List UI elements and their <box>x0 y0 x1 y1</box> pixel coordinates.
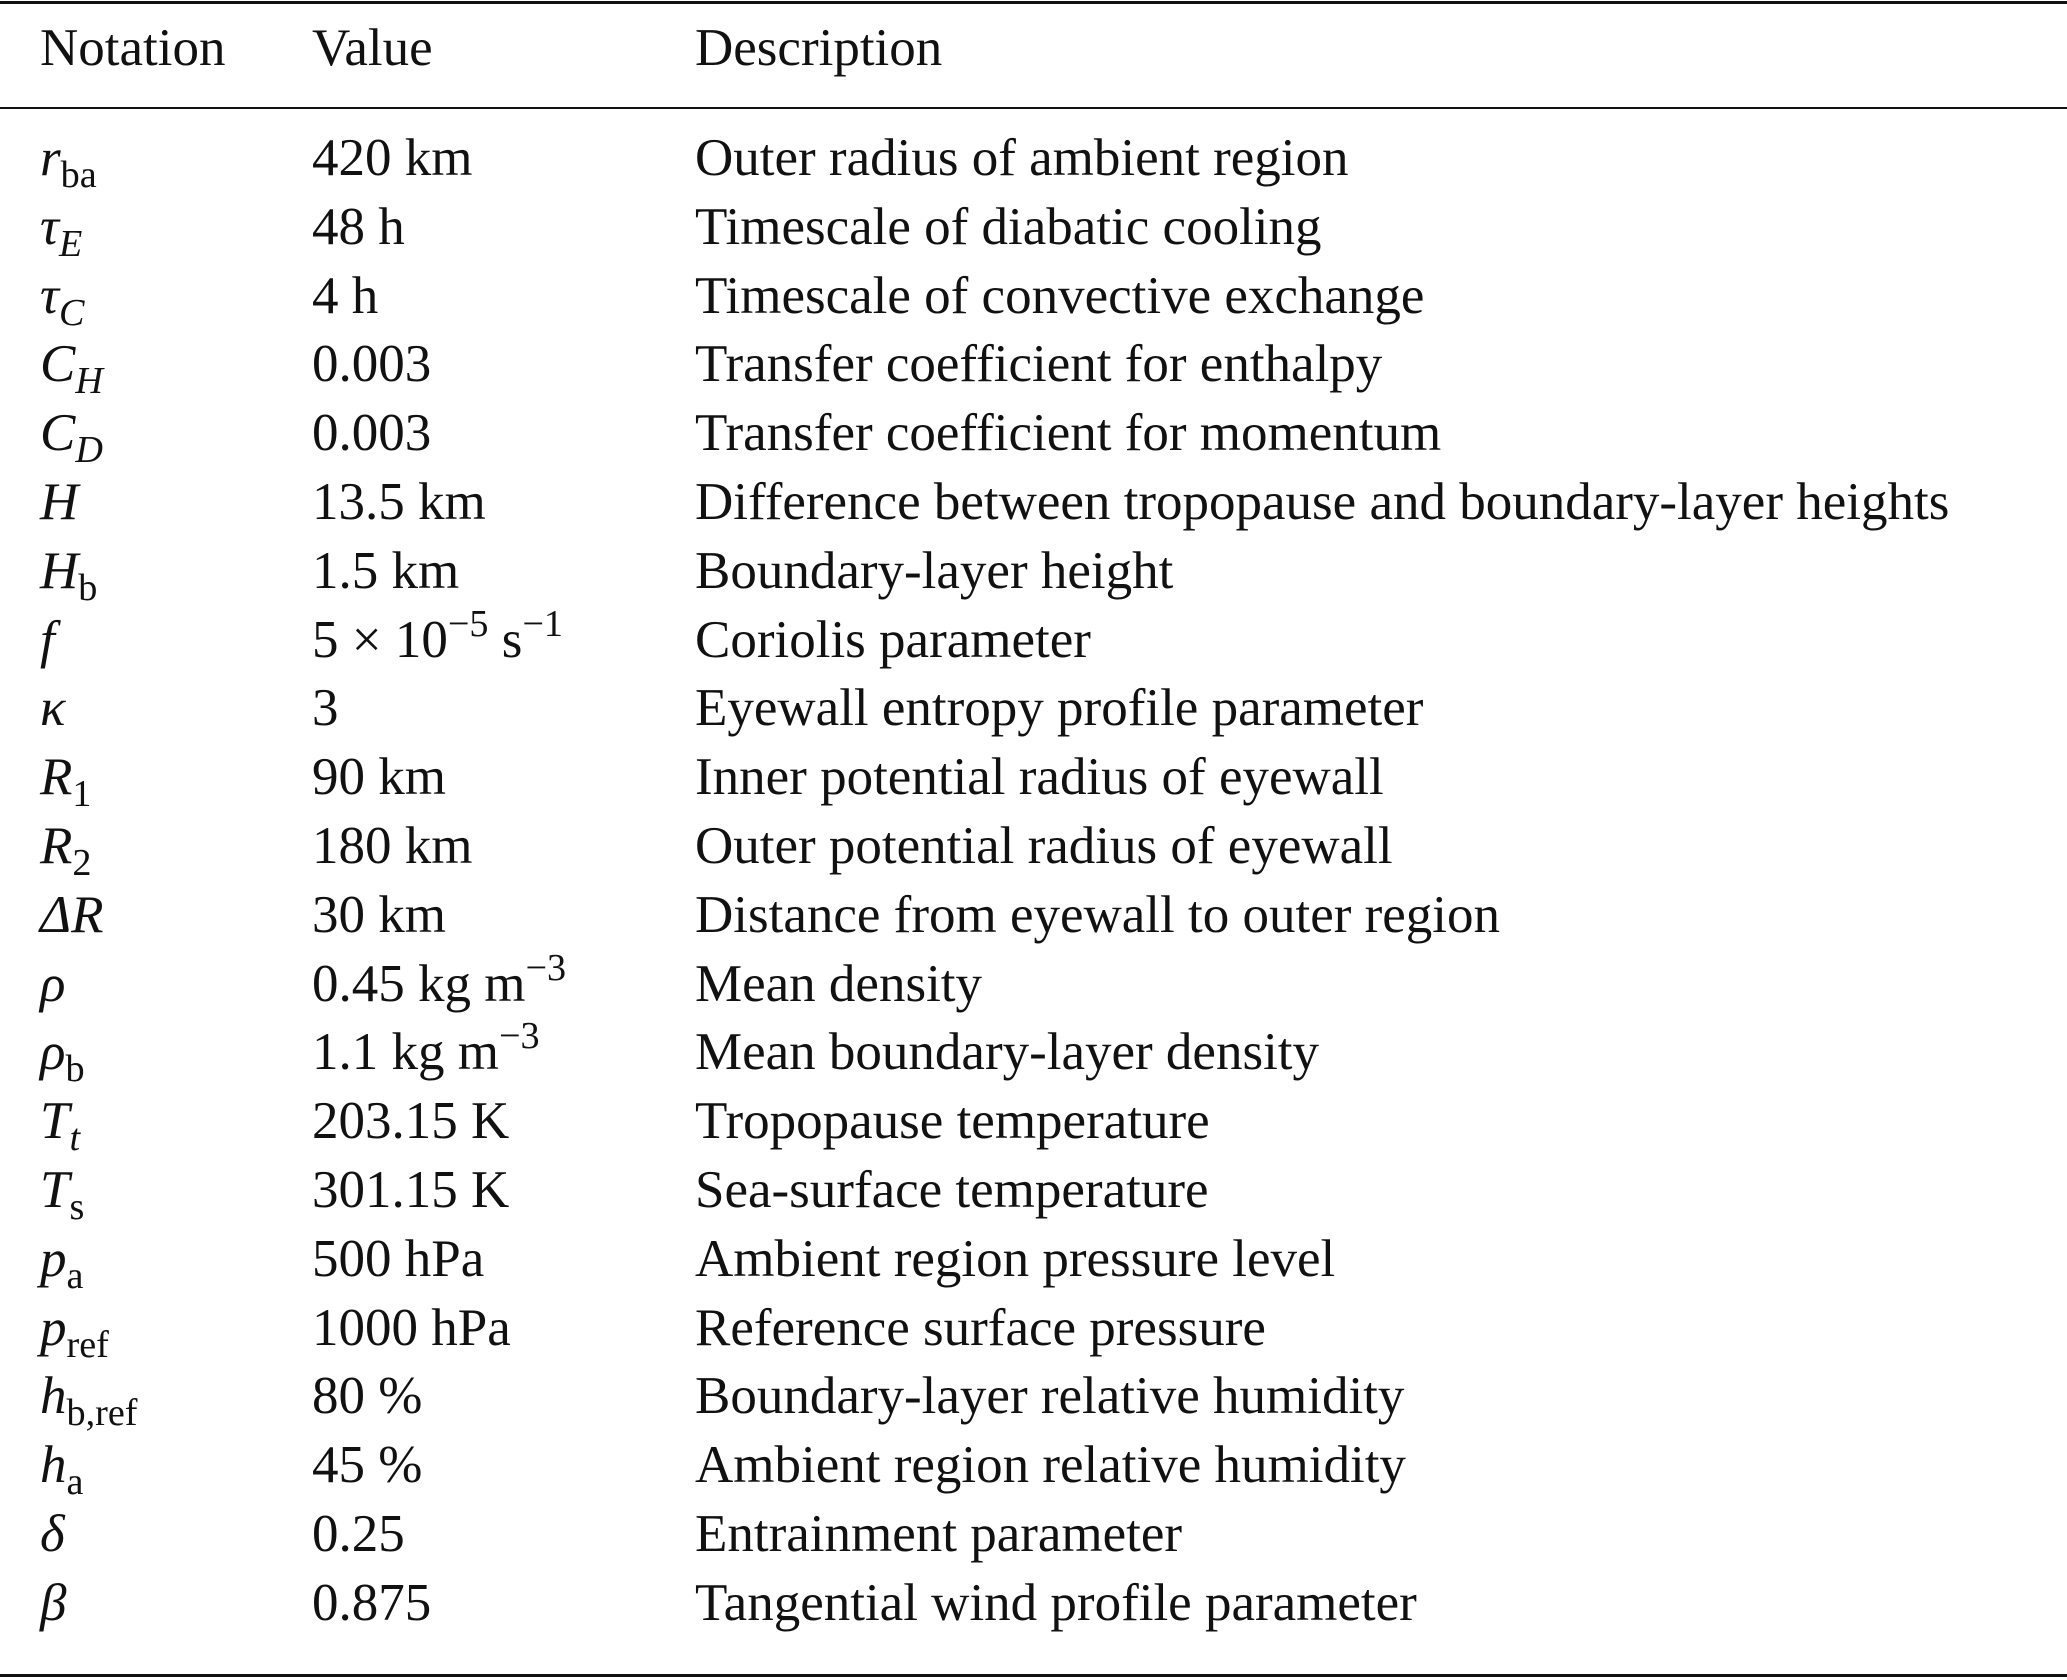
notation-subscript: s <box>69 1186 85 1229</box>
notation-symbol: ρ <box>40 954 66 1013</box>
bottom-rule <box>0 1674 2067 1677</box>
description-cell: Timescale of convective exchange <box>695 266 1425 325</box>
table-row <box>0 537 2067 609</box>
notation-symbol: ρ <box>40 1023 66 1082</box>
description-cell: Ambient region relative humidity <box>695 1436 1406 1495</box>
value-cell <box>312 602 563 675</box>
description-cell: Tangential wind profile parameter <box>695 1573 1417 1632</box>
table-row <box>0 262 2067 334</box>
notation-cell <box>40 743 92 816</box>
table-row <box>0 1015 2067 1091</box>
value-text: 0.875 <box>312 1573 432 1632</box>
notation-symbol: p <box>40 1298 67 1357</box>
notation-symbol: T <box>40 1161 70 1219</box>
notation-symbol: T <box>40 1092 70 1151</box>
value-text: 203.15 K <box>312 1092 510 1151</box>
value-cell <box>312 468 486 537</box>
notation-subscript: 2 <box>72 842 92 885</box>
table-row <box>0 1156 2067 1229</box>
description-cell: Outer radius of ambient region <box>695 129 1349 187</box>
notation-cell <box>40 330 103 403</box>
value-cell <box>312 1431 422 1500</box>
notation-cell <box>40 1018 85 1091</box>
description-cell: Inner potential radius of eyewall <box>695 748 1384 807</box>
description-cell: Mean density <box>695 954 983 1013</box>
notation-symbol: r <box>40 129 61 187</box>
value-cell <box>312 262 378 331</box>
value-exponent: −5 <box>447 602 489 645</box>
value-text: 301.15 K <box>312 1161 510 1219</box>
description-cell: Ambient region pressure level <box>695 1229 1336 1288</box>
value-exponent: −3 <box>525 946 567 989</box>
value-text: 180 km <box>312 817 473 875</box>
notation-subscript: a <box>66 1255 84 1297</box>
value-text: 0.45 kg m <box>312 954 526 1013</box>
table-row <box>0 1087 2067 1160</box>
table-row <box>0 812 2067 885</box>
notation-symbol: C <box>40 404 76 463</box>
table-row <box>0 881 2067 950</box>
value-text: 48 h <box>312 197 405 256</box>
notation-symbol: H <box>40 541 79 600</box>
value-text: 500 hPa <box>312 1229 485 1288</box>
table-row <box>0 602 2067 675</box>
notation-cell <box>40 124 97 197</box>
notation-cell <box>40 881 103 950</box>
notation-symbol: τ <box>40 266 59 325</box>
value-cell <box>312 399 431 468</box>
description-cell: Boundary-layer height <box>695 541 1174 600</box>
description-cell: Sea-surface temperature <box>695 1161 1209 1219</box>
header-notation: Notation <box>40 19 226 77</box>
value-exponent: −3 <box>498 1015 540 1058</box>
description-cell: Transfer coefficient for momentum <box>695 404 1442 463</box>
notation-subscript: t <box>69 1117 81 1160</box>
value-cell <box>312 1500 405 1569</box>
notation-subscript: b <box>78 567 98 609</box>
table-row <box>0 674 2067 743</box>
value-text: 420 km <box>312 129 473 187</box>
description-cell: Eyewall entropy profile parameter <box>695 679 1424 738</box>
notation-cell <box>40 399 103 472</box>
notation-subscript: ba <box>60 154 97 197</box>
value-cell <box>312 1015 540 1087</box>
notation-subscript: b,ref <box>66 1392 138 1435</box>
description-cell: Entrainment parameter <box>695 1505 1183 1563</box>
description-cell: Transfer coefficient for enthalpy <box>695 335 1383 394</box>
value-cell <box>312 1156 509 1225</box>
notation-cell <box>40 1087 81 1160</box>
description-cell: Tropopause temperature <box>695 1092 1210 1151</box>
table-row <box>0 743 2067 816</box>
notation-symbol: R <box>40 817 73 875</box>
table-row <box>0 946 2067 1019</box>
notation-symbol: κ <box>40 679 66 738</box>
notation-subscript: E <box>58 223 83 265</box>
value-text: 45 % <box>312 1436 423 1495</box>
notation-cell <box>40 1156 85 1229</box>
description-cell: Mean boundary-layer density <box>695 1023 1320 1082</box>
value-text: 1.5 km <box>312 541 460 600</box>
value-text: 80 % <box>312 1367 423 1426</box>
description-cell: Reference surface pressure <box>695 1298 1266 1357</box>
value-text: 4 h <box>312 266 379 325</box>
value-cell <box>312 1225 484 1294</box>
notation-cell <box>40 1362 138 1435</box>
value-text: 0.003 <box>312 404 432 463</box>
notation-subscript: ref <box>66 1323 109 1366</box>
table-row <box>0 1569 2067 1638</box>
notation-cell <box>40 1569 66 1638</box>
description-cell: Coriolis parameter <box>695 610 1091 669</box>
value-cell <box>312 330 431 399</box>
value-text: 3 <box>312 679 339 738</box>
value-text: 5 × 10 <box>312 610 448 669</box>
value-cell <box>312 743 446 812</box>
value-text: 1000 hPa <box>312 1298 511 1357</box>
header-rule <box>0 107 2067 109</box>
value-text: 0.003 <box>312 335 432 394</box>
table-row <box>0 1294 2067 1366</box>
description-cell: Difference between tropopause and boundary-layer heights <box>695 473 1950 531</box>
notation-subscript: a <box>66 1461 84 1504</box>
table-row <box>0 1225 2067 1297</box>
notation-cell <box>40 1431 84 1504</box>
description-cell: Timescale of diabatic cooling <box>695 197 1322 256</box>
notation-symbol: H <box>40 473 79 531</box>
value-cell <box>312 124 472 193</box>
notation-cell <box>40 537 98 609</box>
notation-symbol: R <box>40 748 73 807</box>
value-text: 13.5 km <box>312 473 486 531</box>
value-cell <box>312 812 472 881</box>
value-cell <box>312 674 339 743</box>
top-rule <box>0 1 2067 4</box>
notation-symbol: h <box>40 1367 67 1426</box>
header-description: Description <box>695 19 943 77</box>
notation-cell <box>40 262 85 334</box>
table-row <box>0 1431 2067 1504</box>
notation-subscript: D <box>75 429 103 472</box>
description-cell: Distance from eyewall to outer region <box>695 885 1501 944</box>
description-cell: Outer potential radius of eyewall <box>695 817 1393 875</box>
value-text: 0.25 <box>312 1505 405 1563</box>
notation-cell <box>40 193 83 265</box>
notation-symbol: δ <box>40 1505 65 1563</box>
value-text: 1.1 kg m <box>312 1023 499 1082</box>
notation-subscript: C <box>58 291 85 334</box>
value-cell <box>312 1569 431 1638</box>
description-cell: Boundary-layer relative humidity <box>695 1367 1405 1426</box>
notation-cell <box>40 1225 84 1297</box>
notation-symbol: β <box>40 1573 67 1632</box>
notation-symbol: f <box>40 610 55 669</box>
value-cell <box>312 946 567 1019</box>
notation-subscript: b <box>65 1048 85 1091</box>
table-row <box>0 193 2067 265</box>
value-unit-exponent: −1 <box>522 602 563 645</box>
table-row <box>0 399 2067 472</box>
notation-cell <box>40 812 92 885</box>
notation-symbol: ΔR <box>40 885 104 944</box>
notation-subscript: H <box>75 360 103 403</box>
table-row <box>0 468 2067 537</box>
value-text: 90 km <box>312 748 446 807</box>
header-value: Value <box>312 19 433 77</box>
value-cell <box>312 1294 511 1363</box>
notation-symbol: τ <box>40 197 59 256</box>
value-cell <box>312 881 446 950</box>
value-cell <box>312 537 459 606</box>
notation-cell <box>40 1294 109 1366</box>
value-cell <box>312 1087 509 1156</box>
table-row <box>0 1500 2067 1569</box>
table-row <box>0 124 2067 197</box>
notation-cell <box>40 1500 65 1569</box>
notation-cell <box>40 950 65 1019</box>
value-text: 30 km <box>312 885 446 944</box>
value-unit: s <box>488 610 523 669</box>
notation-cell <box>40 468 78 537</box>
notation-symbol: p <box>40 1229 67 1288</box>
value-cell <box>312 1362 422 1431</box>
notation-cell <box>40 674 65 743</box>
table-row <box>0 330 2067 403</box>
notation-symbol: h <box>40 1436 67 1495</box>
notation-symbol: C <box>40 335 76 394</box>
value-cell <box>312 193 405 262</box>
notation-subscript: 1 <box>72 773 92 816</box>
notation-cell <box>40 606 55 675</box>
table-row <box>0 1362 2067 1435</box>
